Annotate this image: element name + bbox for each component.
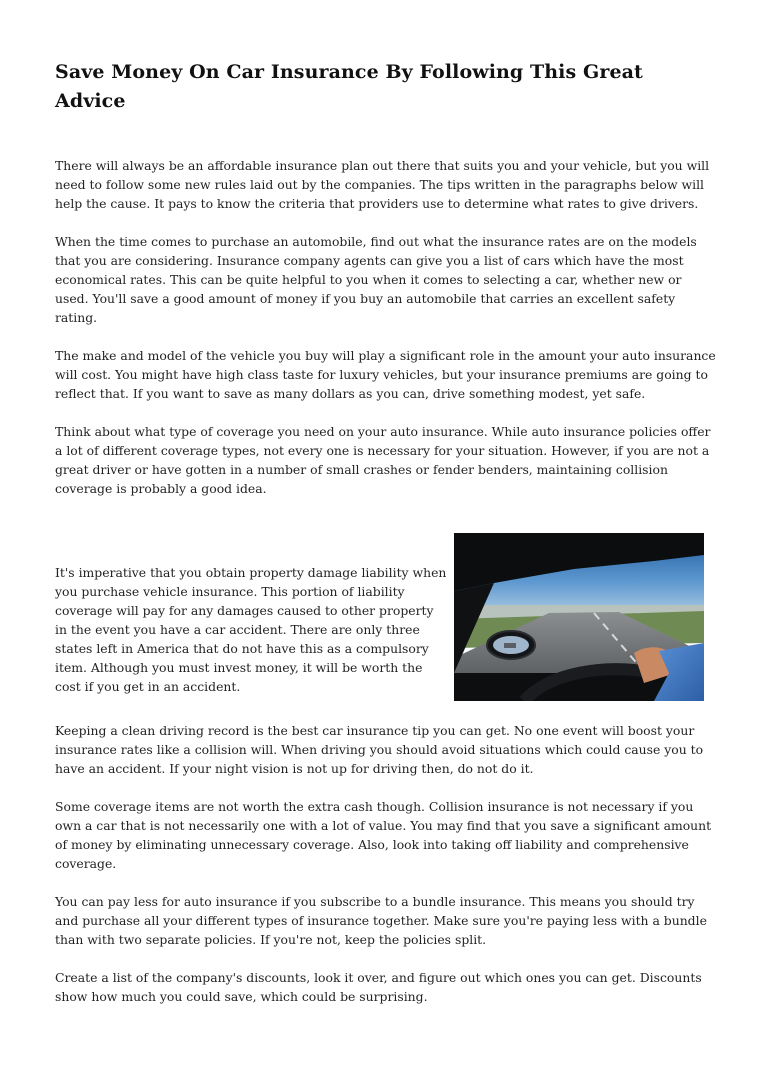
paragraph-9: Create a list of the company's discounts, look it over, and figure out which ones you can get. Discounts show how much you could save, which could be surprising. [55,970,702,1004]
driving-photo-icon [454,533,704,701]
paragraph-7: Some coverage items are not worth the extra cash though. Collision insurance is not necessary if you own a car that is not necessarily one with a lot of value. You may find that you save a significant amount of money by eliminating unnecessary coverage. Also, look into taking off liability and comprehensive coverage. [55,799,712,871]
paragraph-4: Think about what type of coverage you need on your auto insurance. While auto insurance policies offer a lot of different coverage types, not every one is necessary for your situation. However, if you are not a great driver or have gotten in a number of small crashes or fender benders, maintaining collision coverage is probably a good idea. [55,424,711,496]
article [55,58,717,1025]
image-section [55,535,717,703]
paragraph-2: When the time comes to purchase an automobile, find out what the insurance rates are on the models that you are considering. Insurance company agents can give you a list of cars which have the most economical rates. This can be quite helpful to you when it comes to selecting a car, whether new or used. You'll save a good amount of money if you buy an automobile that carries an excellent safety rating. [55,234,697,325]
driving-photo [454,533,704,701]
paragraph-5: It's imperative that you obtain property damage liability when you purchase vehicle insurance. This portion of liability coverage will pay for any damages caused to other property in the event you have a car accident. There are only three states left in America that do not have this as a compulsory item. Although you must invest money, it will be worth the cost if you get in an accident. [55,565,447,694]
paragraph-1: There will always be an affordable insurance plan out there that suits you and your vehicle, but you will need to follow some new rules laid out by the companies. The tips written in the paragraphs below will help the cause. It pays to know the criteria that providers use to determine what rates to give drivers. [55,158,710,211]
paragraph-8: You can pay less for auto insurance if you subscribe to a bundle insurance. This means you should try and purchase all your different types of insurance together. Make sure you're paying less with a bundle than with two separate policies. If you're not, keep the policies split. [55,894,707,947]
article-title: Save Money On Car Insurance By Following This Great Advice [55,61,643,112]
paragraph-3: The make and model of the vehicle you buy will play a significant role in the amount your auto insurance will cost. You might have high class taste for luxury vehicles, but your insurance premiums are going to reflect that. If you want to save as many dollars as you can, drive something modest, yet safe. [55,348,716,401]
paragraph-6: Keeping a clean driving record is the best car insurance tip you can get. No one event will boost your insurance rates like a collision will. When driving you should avoid situations which could cause you to have an accident. If your night vision is not up for driving then, do not do it. [55,723,704,776]
